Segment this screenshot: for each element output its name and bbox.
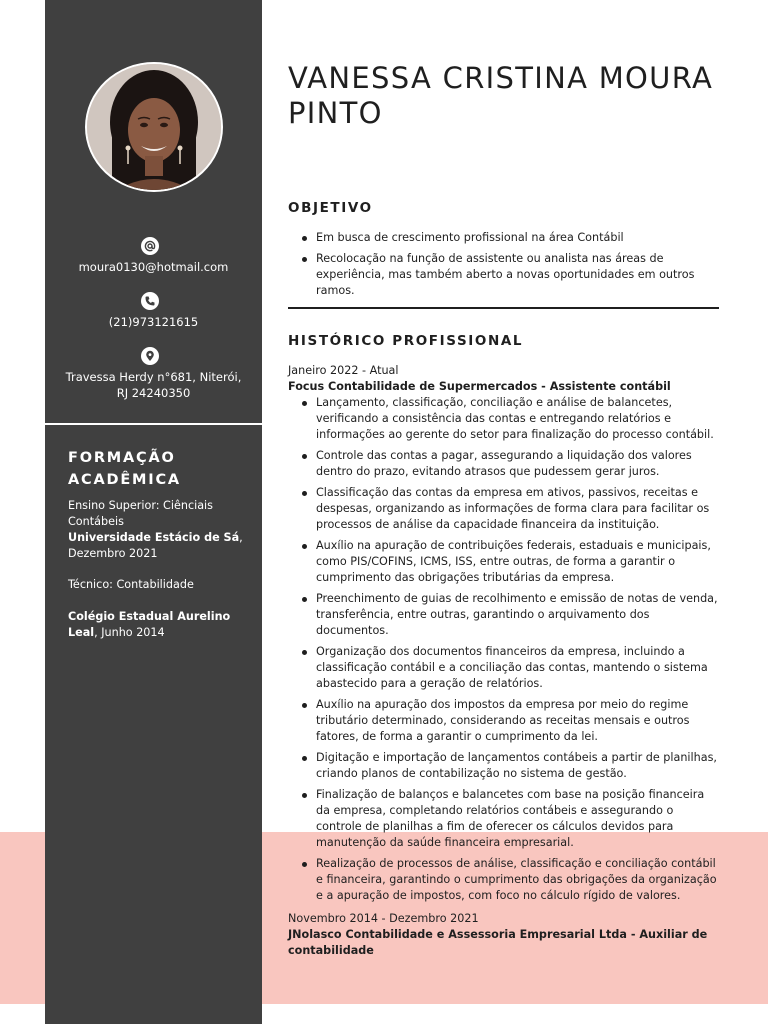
address-text: Travessa Herdy n°681, Niterói, RJ 24240350 (65, 370, 242, 400)
list-item: Realização de processos de análise, classificação e conciliação contábil e financeira, garantindo o cumprimento das obrigações da organização e a apuração de impostos, com foco no cálculo rígido de valores. (288, 856, 720, 904)
list-item: Em busca de crescimento profissional na área Contábil (288, 230, 720, 246)
list-item: Controle das contas a pagar, assegurando a liquidação dos valores dentro do prazo, evitando atrasos que pudessem gerar juros. (288, 448, 720, 480)
education-entry (68, 577, 248, 641)
list-item: Auxílio na apuração dos impostos da empresa por meio do regime tributário determinado, considerando as receitas mensais e outros fatores, de forma a garantir o cumprimento da lei. (288, 697, 720, 745)
job-title: Focus Contabilidade de Supermercados - Assistente contábil (288, 380, 671, 393)
list-item: Classificação das contas da empresa em ativos, passivos, receitas e despesas, organizando as informações de forma clara para facilitar os processos de análise da capacidade financeira da instituição. (288, 485, 720, 533)
email-text[interactable]: moura0130@hotmail.com (78, 260, 229, 274)
avatar (85, 62, 223, 192)
list-item: Digitação e importação de lançamentos contábeis a partir de planilhas, criando planos de contabilização no sistema de gestão. (288, 750, 720, 782)
history-heading: HISTÓRICO PROFISSIONAL (288, 333, 524, 349)
education-course: Ensino Superior: Ciênciais Contábeis (68, 499, 213, 528)
education-course: Técnico: Contabilidade (68, 578, 194, 591)
list-item: Recolocação na função de assistente ou analista nas áreas de experiência, mas também aberto a novas oportunidades em outros ramos. (288, 251, 720, 299)
phone-text[interactable]: (21)973121615 (108, 315, 199, 329)
education-heading: FORMAÇÃO ACADÊMICA (68, 450, 181, 488)
job-title: JNolasco Contabilidade e Assessoria Empresarial Ltda - Auxiliar de contabilidade (288, 928, 708, 957)
section-divider (288, 307, 719, 309)
objective-heading: OBJETIVO (288, 200, 373, 216)
sidebar-divider (45, 423, 262, 425)
list-item: Auxílio na apuração de contribuições federais, estaduais e municipais, como PIS/COFINS, ICMS, ISS, entre outras, de forma a garantir o cumprimento das obrigações tributárias da empresa. (288, 538, 720, 586)
profile-photo (87, 64, 221, 190)
list-item: Preenchimento de guias de recolhimento e emissão de notas de venda, transferência, entre outras, garantindo o arquivamento dos documentos. (288, 591, 720, 639)
job-date: Janeiro 2022 - Atual (288, 364, 399, 377)
education-date: , Dezembro 2021 (68, 531, 243, 560)
job-date: Novembro 2014 - Dezembro 2021 (288, 912, 479, 925)
candidate-name: VANESSA CRISTINA MOURA PINTO (288, 61, 714, 130)
objective-list (288, 230, 720, 304)
phone-icon (141, 292, 159, 310)
sidebar (45, 0, 262, 1024)
education-date: , Junho 2014 (94, 626, 165, 639)
list-item: Organização dos documentos financeiros da empresa, incluindo a classificação contábil e a conciliação das contas, mantendo o sistema abastecido para a geração de relatórios. (288, 644, 720, 692)
list-item: Finalização de balanços e balancetes com base na posição financeira da empresa, completando relatórios contábeis e assegurando o controle de planilhas a fim de oferecer os cálculos devidos para manutenção da saúde financeira empresarial. (288, 787, 720, 851)
education-entry (68, 498, 248, 562)
education-institution: Colégio Estadual Aurelino Leal (68, 610, 231, 639)
location-pin-icon (141, 347, 159, 365)
job-duties-list (288, 395, 720, 909)
education-institution: Universidade Estácio de Sá (68, 531, 240, 544)
at-sign-icon (141, 237, 159, 255)
list-item: Lançamento, classificação, conciliação e análise de balancetes, verificando a consistência das contas e entregando relatórios e informações ao gerente do setor para finalização do processo contábil. (288, 395, 720, 443)
